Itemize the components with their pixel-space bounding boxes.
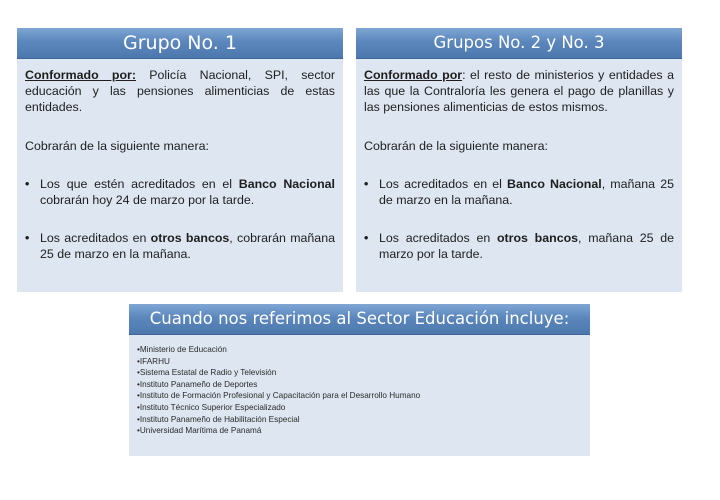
list-item: •Universidad Marítima de Panamá [137, 426, 262, 436]
list-item: •Instituto Técnico Superior Especializado [137, 402, 286, 412]
bullet-icon: • [25, 176, 30, 191]
list-item: •Instituto Panameño de Habilitación Especial [137, 414, 300, 424]
group-2-3-composition [364, 67, 674, 116]
composed-label: Conformado por: [25, 68, 136, 82]
education-entity-list [129, 335, 590, 437]
composed-text: : el resto de ministerios y entidades a las que la Contraloría les genera el pago de planillas y las pensiones alimenticias de estos mismos. [364, 68, 674, 115]
bullet-text: Los acreditados en el Banco Nacional, mañana 25 de marzo en la mañana. [379, 176, 674, 208]
bullet-text: Los que estén acreditados en el Banco Nacional cobrarán hoy 24 de marzo por la tarde. [40, 176, 335, 208]
bullet-text: Los acreditados en otros bancos, mañana 25 de marzo por la tarde. [379, 231, 674, 262]
group-1-panel [17, 28, 343, 292]
list-item: •Sistema Estatal de Radio y Televisión [137, 368, 277, 378]
group-2-3-panel [356, 28, 682, 292]
bullet-item [25, 176, 335, 208]
pay-intro: Cobrarán de la siguiente manera: [364, 138, 548, 153]
bullet-text: Los acreditados en otros bancos, cobrarán mañana 25 de marzo en la mañana. [40, 231, 335, 262]
bullet-icon: • [364, 231, 369, 246]
education-sector-panel [129, 304, 590, 456]
bullet-icon: • [25, 231, 30, 246]
composed-label: Conformado por [364, 68, 463, 82]
bullet-item [25, 230, 335, 262]
group-1-title: Grupo No. 1 [17, 28, 343, 59]
list-item: •IFARHU [137, 356, 170, 366]
bullet-item [364, 176, 674, 208]
group-1-composition [25, 67, 335, 116]
education-sector-title: Cuando nos referimos al Sector Educación incluye: [129, 304, 590, 335]
list-item: •Instituto Panameño de Deportes [137, 379, 258, 389]
group-1-body [17, 59, 343, 263]
pay-intro: Cobrarán de la siguiente manera: [25, 138, 209, 153]
list-item: •Instituto de Formación Profesional y Capacitación para el Desarrollo Humano [137, 391, 421, 401]
list-item: •Ministerio de Educación [137, 345, 227, 354]
group-2-3-title: Grupos No. 2 y No. 3 [356, 28, 682, 59]
group-2-3-body [356, 59, 682, 263]
bullet-icon: • [364, 176, 369, 191]
composed-text: Policía Nacional, SPI, sector educación y las pensiones alimenticias de estas entidades. [25, 68, 335, 115]
bullet-item [364, 230, 674, 262]
